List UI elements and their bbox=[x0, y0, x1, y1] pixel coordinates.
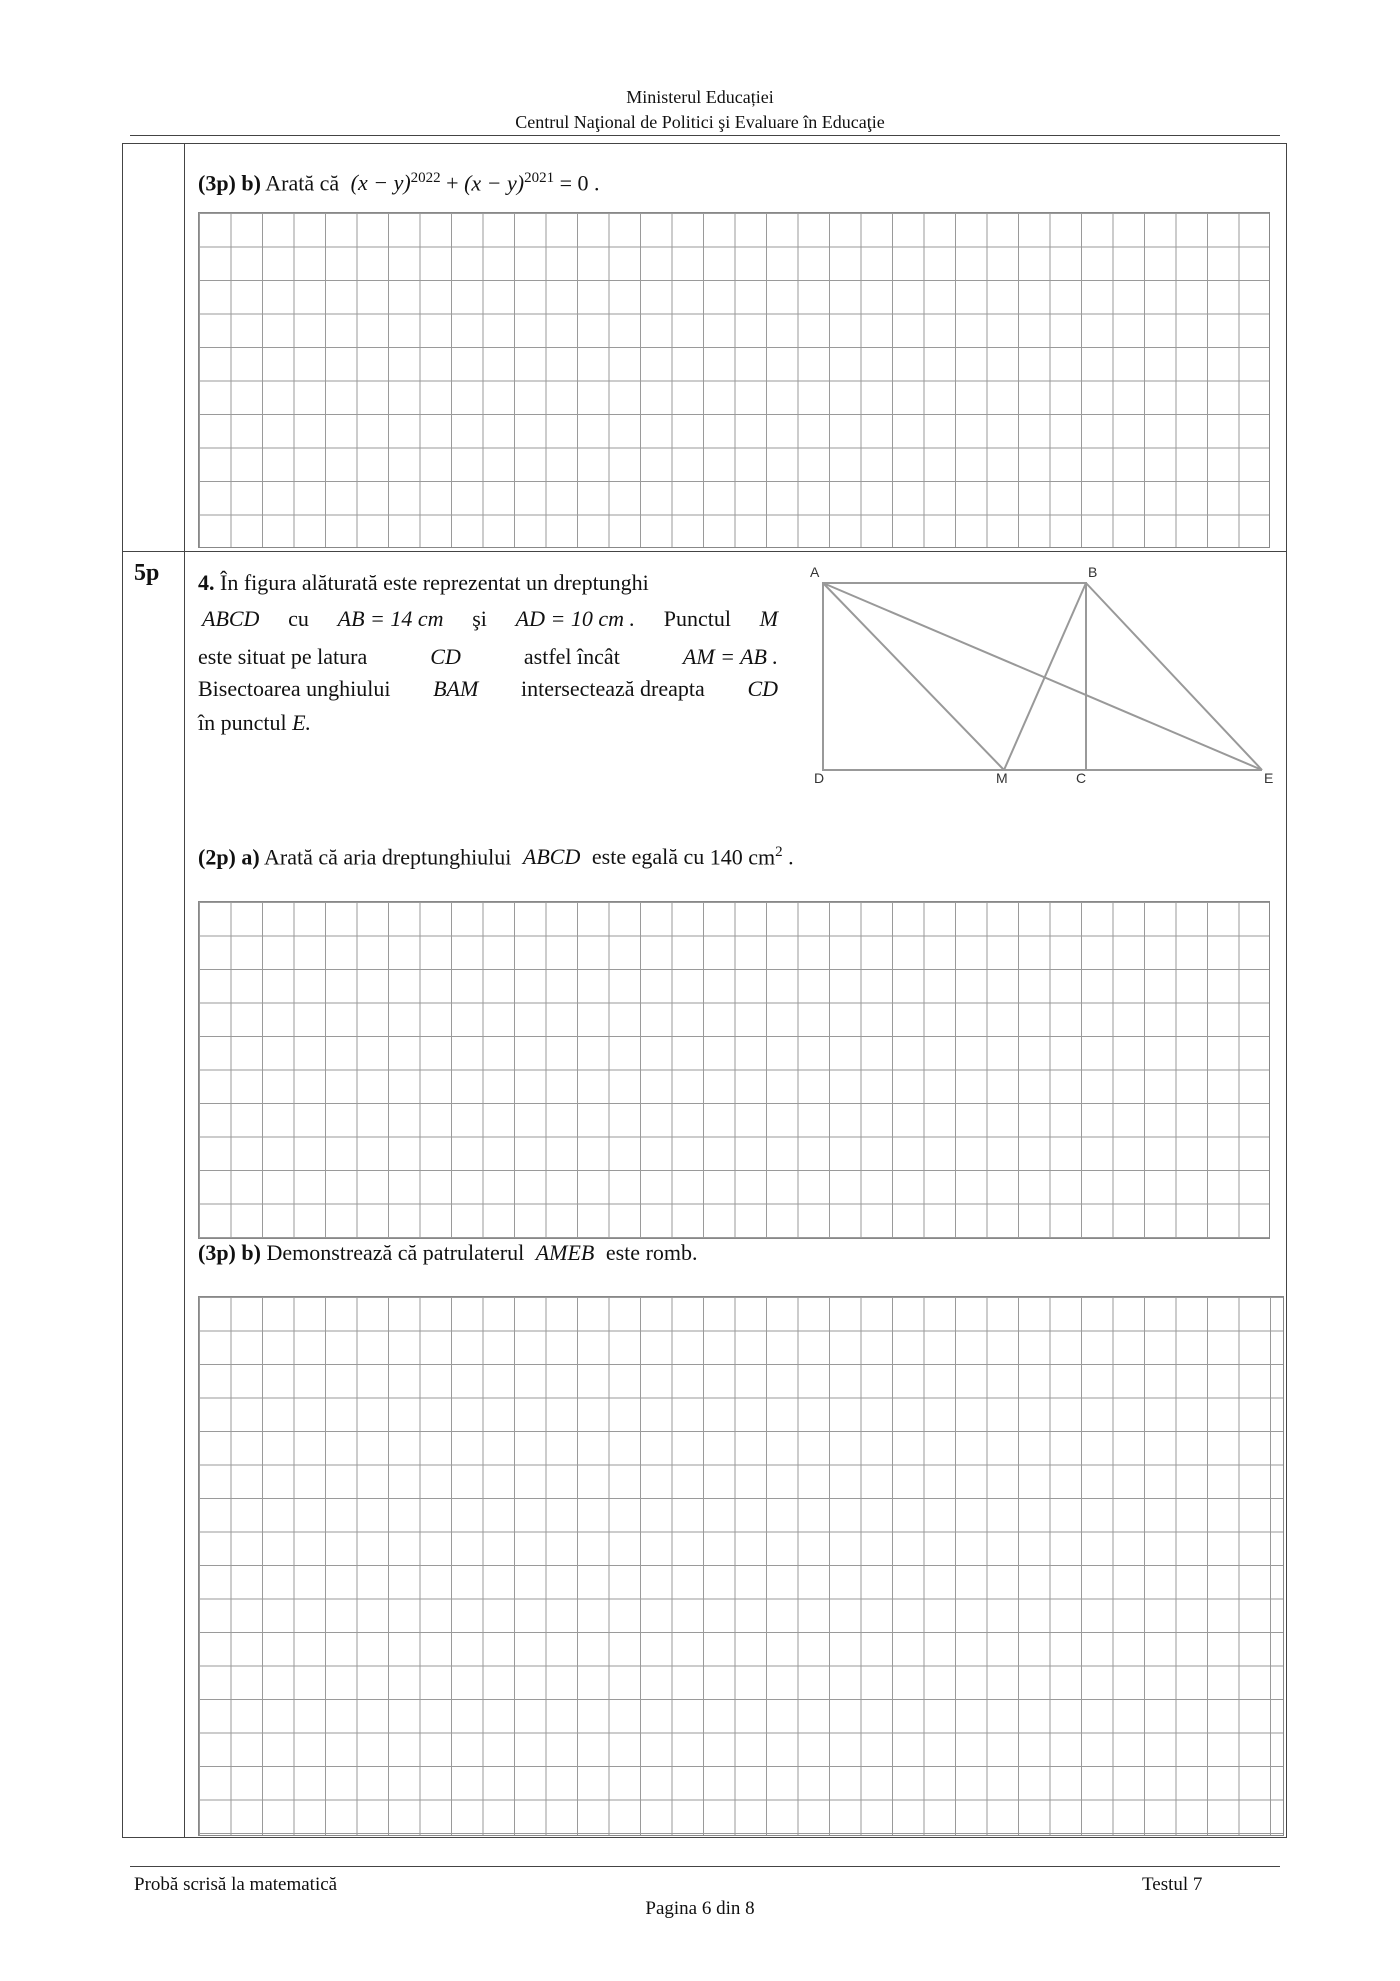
footer-test-number: Testul 7 bbox=[1142, 1874, 1203, 1895]
rectangle-abcd bbox=[823, 583, 1086, 770]
answer-grid-4b[interactable] bbox=[198, 1296, 1284, 1836]
segment-ae bbox=[823, 583, 1262, 770]
task4-line-4: Bisectoarea unghiului BAM intersectează dreapta CD bbox=[198, 676, 778, 701]
task3b-expr-1: (x − y) bbox=[350, 170, 411, 196]
task3b-text: Arată că bbox=[265, 170, 340, 196]
task4b-text2: este romb. bbox=[605, 1240, 698, 1265]
task3b-plus: + bbox=[446, 170, 459, 196]
task4b-points: (3p) bbox=[198, 1240, 236, 1265]
task4a-text2: este egală cu bbox=[591, 844, 705, 870]
point-label-m: M bbox=[996, 770, 1008, 786]
task4-line-2: ABCD cu AB = 14 cm şi AD = 10 cm . Punctul M bbox=[202, 606, 778, 631]
task3b-points: (3p) bbox=[198, 170, 236, 196]
point-label-b: B bbox=[1088, 564, 1098, 580]
segment-am bbox=[823, 583, 1004, 770]
header-ministry: Ministerul Educației bbox=[626, 87, 774, 107]
task4-number: 4. bbox=[198, 570, 215, 595]
task4a-text: Arată că aria dreptunghiului bbox=[264, 844, 512, 870]
task3b-exp-1: 2022 bbox=[410, 170, 441, 186]
task4a-statement bbox=[198, 837, 794, 872]
task4a-points: (2p) bbox=[198, 844, 236, 870]
task4b-letter: b) bbox=[241, 1240, 261, 1265]
task4-statement bbox=[198, 568, 778, 738]
task4b-statement bbox=[198, 1238, 698, 1268]
task3b-equals: = 0 . bbox=[559, 170, 600, 196]
task4-score: 5p bbox=[134, 560, 160, 586]
task4b-text: Demonstrează că patrulaterul bbox=[266, 1240, 525, 1265]
rectangle-figure bbox=[800, 557, 1286, 789]
task4a-letter: a) bbox=[241, 844, 260, 870]
header-center: Centrul Naţional de Politici şi Evaluare în Educaţie bbox=[515, 112, 885, 132]
segment-bm bbox=[1004, 583, 1086, 770]
point-label-d: D bbox=[814, 770, 825, 786]
answer-grid-4a[interactable] bbox=[198, 901, 1270, 1239]
task4-line-5: în punctul E. bbox=[198, 710, 312, 735]
task4-line-3: este situat pe latura CD astfel încât AM = AB . bbox=[198, 644, 778, 669]
task3b-exp-2: 2021 bbox=[524, 170, 555, 186]
task4a-exp: 2 bbox=[775, 844, 783, 860]
point-label-c: C bbox=[1076, 770, 1087, 786]
task4-line-1: 4. În figura alăturată este reprezentat un dreptunghi bbox=[198, 570, 649, 595]
task4a-value: 140 cm bbox=[709, 844, 776, 870]
task4a-var: ABCD bbox=[522, 844, 581, 870]
answer-grid-3b[interactable] bbox=[198, 212, 1270, 548]
point-label-e: E bbox=[1264, 770, 1274, 786]
point-label-a: A bbox=[810, 564, 820, 580]
task3b-statement bbox=[198, 163, 600, 198]
footer-page-number: Pagina 6 din 8 bbox=[645, 1898, 755, 1919]
segment-be bbox=[1086, 583, 1262, 770]
footer-exam-name: Probă scrisă la matematică bbox=[134, 1874, 338, 1895]
task4b-var: AMEB bbox=[535, 1240, 595, 1265]
task3b-expr-2: (x − y) bbox=[464, 170, 525, 196]
task3b-letter: b) bbox=[241, 170, 261, 196]
footer-rule bbox=[130, 1866, 1280, 1867]
header-rule bbox=[130, 135, 1280, 136]
task4a-end: . bbox=[788, 844, 794, 870]
